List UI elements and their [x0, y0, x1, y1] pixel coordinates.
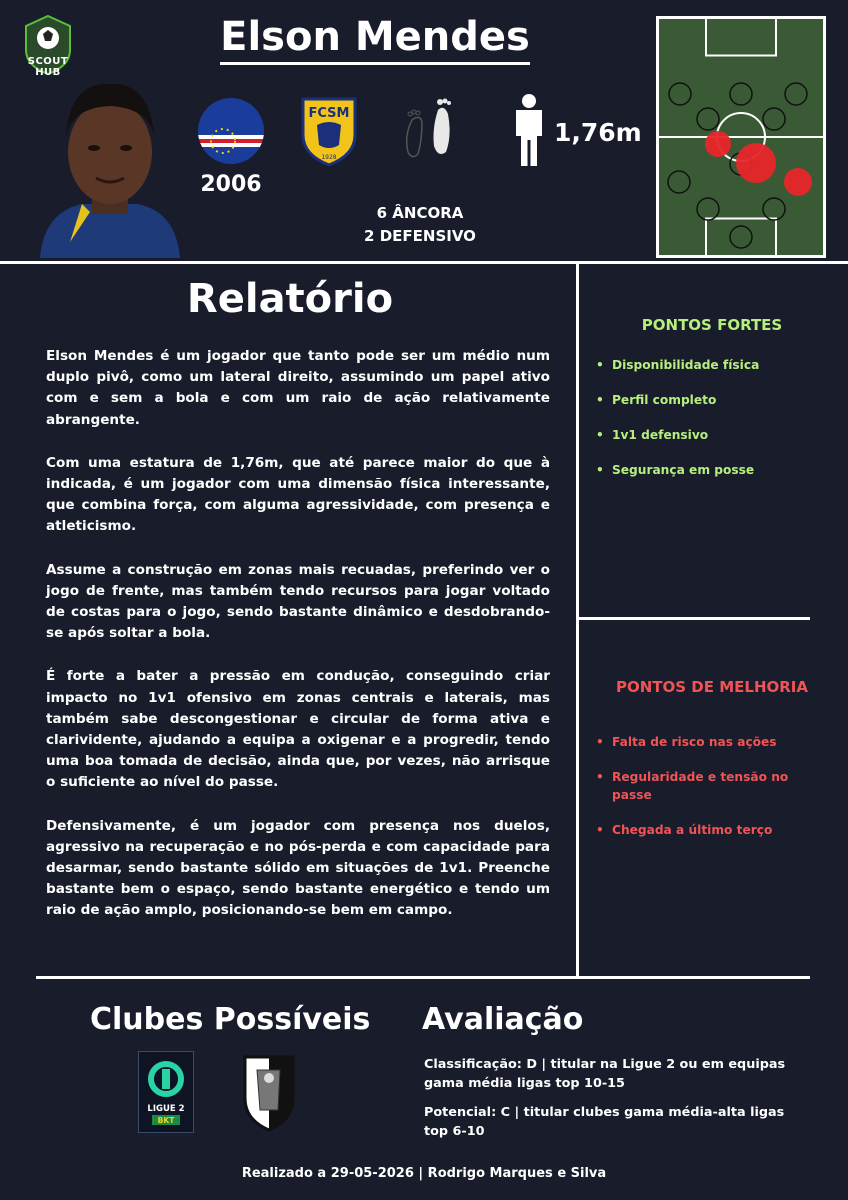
- position-heatmap-pitch: [656, 16, 826, 258]
- svg-text:FCSM: FCSM: [308, 106, 350, 121]
- feet-icon: [398, 96, 460, 162]
- ligue-2-logo: [138, 1051, 194, 1133]
- evaluation-classification: Classificação: D | titular na Ligue 2 ou em equipas gama média ligas top 10-15: [424, 1057, 786, 1091]
- footer-credit: Realizado a 29-05-2026 | Rodrigo Marques e Silva: [241, 1166, 607, 1181]
- cape-verde-flag-icon: [197, 97, 265, 165]
- improvements-title: PONTOS DE MELHORIA: [615, 678, 808, 696]
- evaluation-title: Avaliação: [422, 1002, 584, 1037]
- player-photo: [30, 62, 190, 258]
- evaluation-potential: Potencial: C | titular clubes gama média-alta ligas top 6-10: [424, 1105, 785, 1139]
- position-primary: 6 ÂNCORA: [376, 204, 464, 222]
- improvements-list: [596, 733, 816, 856]
- birth-year: 2006: [200, 172, 262, 197]
- fcsm-club-badge-icon: [299, 95, 359, 167]
- list-item: • Regularidade e tensão no passe: [596, 768, 816, 804]
- svg-text:BKT: BKT: [157, 1116, 175, 1125]
- positions: [320, 202, 520, 248]
- svg-text:LIGUE 2: LIGUE 2: [147, 1104, 185, 1114]
- list-item: • Falta de risco nas ações: [596, 733, 816, 751]
- report-paragraph: É forte a bater a pressão em condução, conseguindo criar impacto no 1v1 ofensivo em zonas centrais e laterais, mas também sabe descongestionar e circular de forma ativa e clarividente, ajudando a equipa a oxigenar e a progredir, tendo uma boa tomada de decisão, ainda que, por vezes, não arrisque o suficiente ao nível do passe.: [46, 668, 550, 791]
- report-body: [46, 346, 550, 944]
- list-item: • Disponibilidade física: [596, 356, 816, 374]
- clubs-title: Clubes Possíveis: [90, 1002, 371, 1037]
- strengths-list: [596, 356, 816, 496]
- report-paragraph: Elson Mendes é um jogador que tanto pode ser um médio num duplo pivô, como um lateral direito, assumindo um papel ativo com e sem a bola e com um raio de ação relativamente abrangente.: [46, 348, 550, 428]
- height-person-icon: [512, 94, 546, 166]
- player-height: 1,76m: [554, 118, 642, 147]
- player-name: Elson Mendes: [190, 14, 560, 60]
- list-item: • Segurança em posse: [596, 461, 816, 479]
- list-item: • Perfil completo: [596, 391, 816, 409]
- sidebar-divider: [578, 617, 810, 620]
- column-divider: [576, 263, 579, 978]
- strengths-title: PONTOS FORTES: [641, 316, 783, 334]
- list-item: • 1v1 defensivo: [596, 426, 816, 444]
- report-title: Relatório: [186, 276, 394, 322]
- header-divider: [0, 261, 848, 264]
- position-secondary: 2 DEFENSIVO: [364, 227, 476, 245]
- list-item: • Chegada a último terço: [596, 821, 816, 839]
- report-paragraph: Com uma estatura de 1,76m, que até parece maior do que à indicada, é um jogador com uma dimensão física interessante, que combina força, com alguma agressividade, com presença e atleticismo.: [46, 454, 550, 535]
- bottom-divider: [36, 976, 810, 979]
- report-paragraph: Defensivamente, é um jogador com presença nos duelos, agressivo na recuperação e no pós-perda e com capacidade para desarmar, sendo bastante sólido em situações de 1v1. Preenche bastante bem o espaço, sendo bastante energético e tendo um raio de ação amplo, posicionando-se bem em campo.: [46, 817, 550, 919]
- svg-text:1928: 1928: [321, 154, 337, 161]
- vitoria-guimaraes-badge-icon: [242, 1054, 296, 1132]
- logo-text: SCOUT HUB: [27, 56, 69, 78]
- report-paragraph: Assume a construção em zonas mais recuadas, preferindo ver o jogo de frente, mas também tendo recursos para jogar voltado de costas para o jogo, sendo bastante dinâmico e desdobrando-se após soltar a bola.: [46, 561, 550, 642]
